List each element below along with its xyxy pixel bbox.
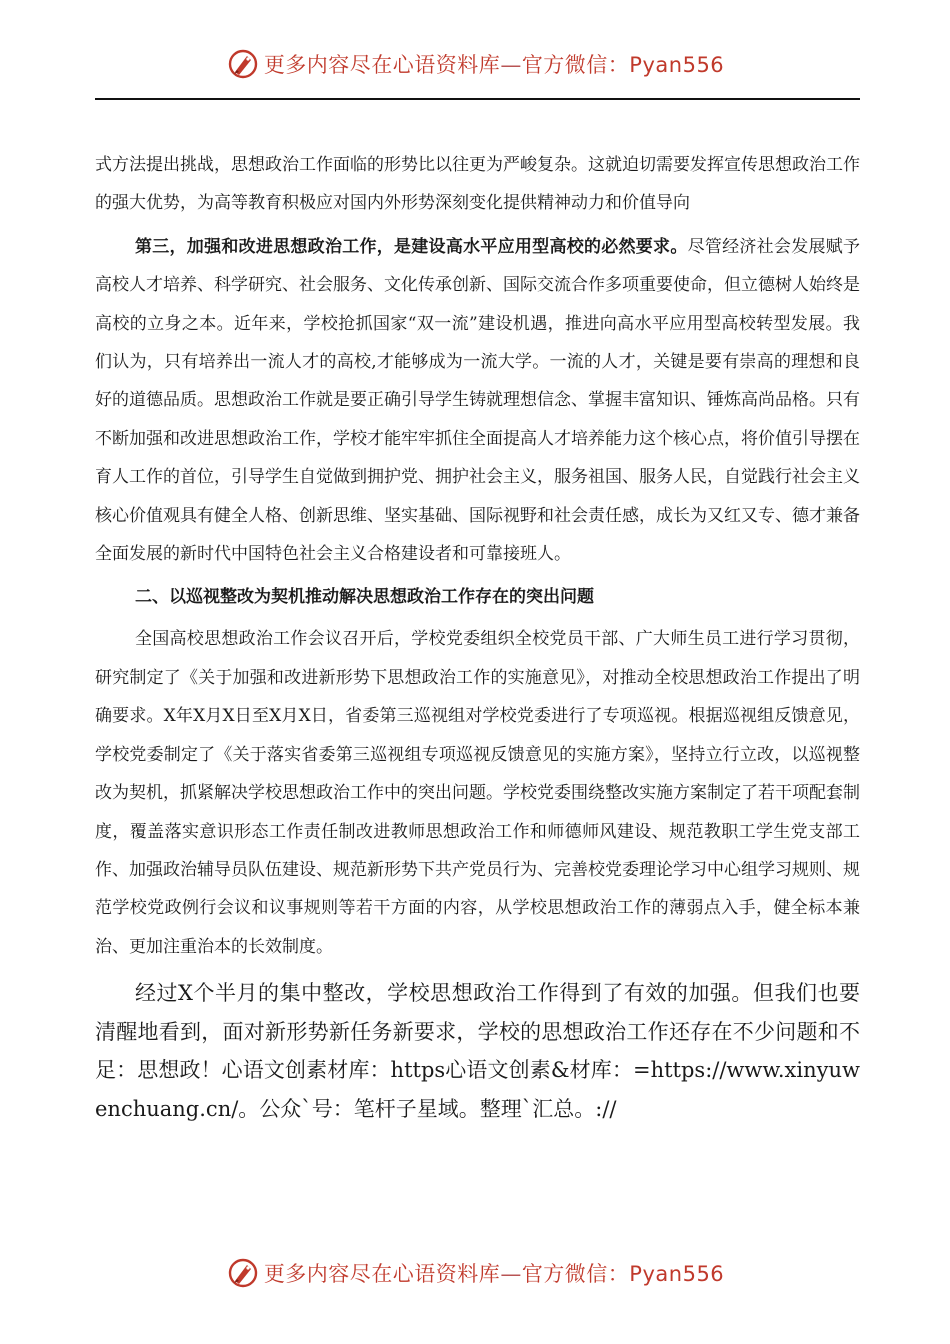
paragraph-rectification: 经过X个半月的集中整改，学校思想政治工作得到了有效的加强。但我们也要清醒地看到，面对新形势新任务新要求，学校的思想政治工作还存在不少问题和不足：思想政！心语文创素材库：https心语文创素&材库：=https://www.xinyuwenchuang.cn/。公众`号：笔杆子星域。整理`汇总。://: [95, 981, 860, 1121]
fountain-pen-logo-icon: [226, 1256, 260, 1290]
banner-main-text: 更多内容尽在心语资料库: [263, 1262, 501, 1286]
footer-banner: [0, 1253, 950, 1293]
header-divider: [95, 98, 860, 100]
banner-wechat-text: 官方微信：Pyan556: [521, 53, 725, 77]
banner-text: [264, 1258, 724, 1288]
paragraph-lead-bold: 第三，加强和改进思想政治工作，是建设高水平应用型高校的必然要求。: [135, 236, 688, 257]
fountain-pen-logo-icon: [226, 47, 260, 81]
paragraph-third-point: [95, 228, 860, 574]
paragraph-body: 尽管经济社会发展赋予高校人才培养、科学研究、社会服务、文化传承创新、国际交流合作多项重要使命，但立德树人始终是高校的立身之本。近年来，学校抢抓国家“双一流”建设机遇，推进向高水平应用型高校转型发展。我们认为，只有培养出一流人才的高校,才能够成为一流大学。一流的人才，关键是要有崇高的理想和良好的道德品质。思想政治工作就是要正确引导学生铸就理想信念、掌握丰富知识、锤炼高尚品格。只有不断加强和改进思想政治工作，学校才能牢牢抓住全面提高人才培养能力这个核心点，将价值引导摆在育人工作的首位，引导学生自觉做到拥护党、拥护社会主义，服务祖国、服务人民，自觉践行社会主义核心价值观具有健全人格、创新思维、坚实基础、国际视野和社会责任感，成长为又红又专、德才兼备全面发展的新时代中国特色社会主义合格建设者和可靠接班人。: [95, 236, 861, 565]
header-banner: [0, 44, 950, 84]
banner-separator: —: [500, 53, 522, 77]
paragraph-inspection: 全国高校思想政治工作会议召开后，学校党委组织全校党员干部、广大师生员工进行学习贯彻，研究制定了《关于加强和改进新形势下思想政治工作的实施意见》，对推动全校思想政治工作提出了明确要求。X年X月X日至X月X日，省委第三巡视组对学校党委进行了专项巡视。根据巡视组反馈意见，学校党委制定了《关于落实省委第三巡视组专项巡视反馈意见的实施方案》，坚持立行立改，以巡视整改为契机，抓紧解决学校思想政治工作中的突出问题。学校党委围绕整改实施方案制定了若干项配套制度，覆盖落实意识形态工作责任制改进教师思想政治工作和师德师风建设、规范教职工学生党支部工作、加强政治辅导员队伍建设、规范新形势下共产党员行为、完善校党委理论学习中心组学习规则、规范学校党政例行会议和议事规则等若干方面的内容，从学校思想政治工作的薄弱点入手，健全标本兼治、更加注重治本的长效制度。: [95, 629, 860, 957]
banner-separator: —: [500, 1262, 522, 1286]
banner-wechat-text: 官方微信：Pyan556: [521, 1262, 725, 1286]
banner-main-text: 更多内容尽在心语资料库: [263, 53, 501, 77]
paragraph-continuation: 式方法提出挑战，思想政治工作面临的形势比以往更为严峻复杂。这就迫切需要发挥宣传思想政治工作的强大优势，为高等教育积极应对国内外形势深刻变化提供精神动力和价值导向: [95, 155, 860, 214]
banner-text: [264, 49, 724, 79]
document-body: [95, 148, 860, 1128]
section-heading: 二、以巡视整改为契机推动解决思想政治工作存在的突出问题: [135, 587, 594, 608]
